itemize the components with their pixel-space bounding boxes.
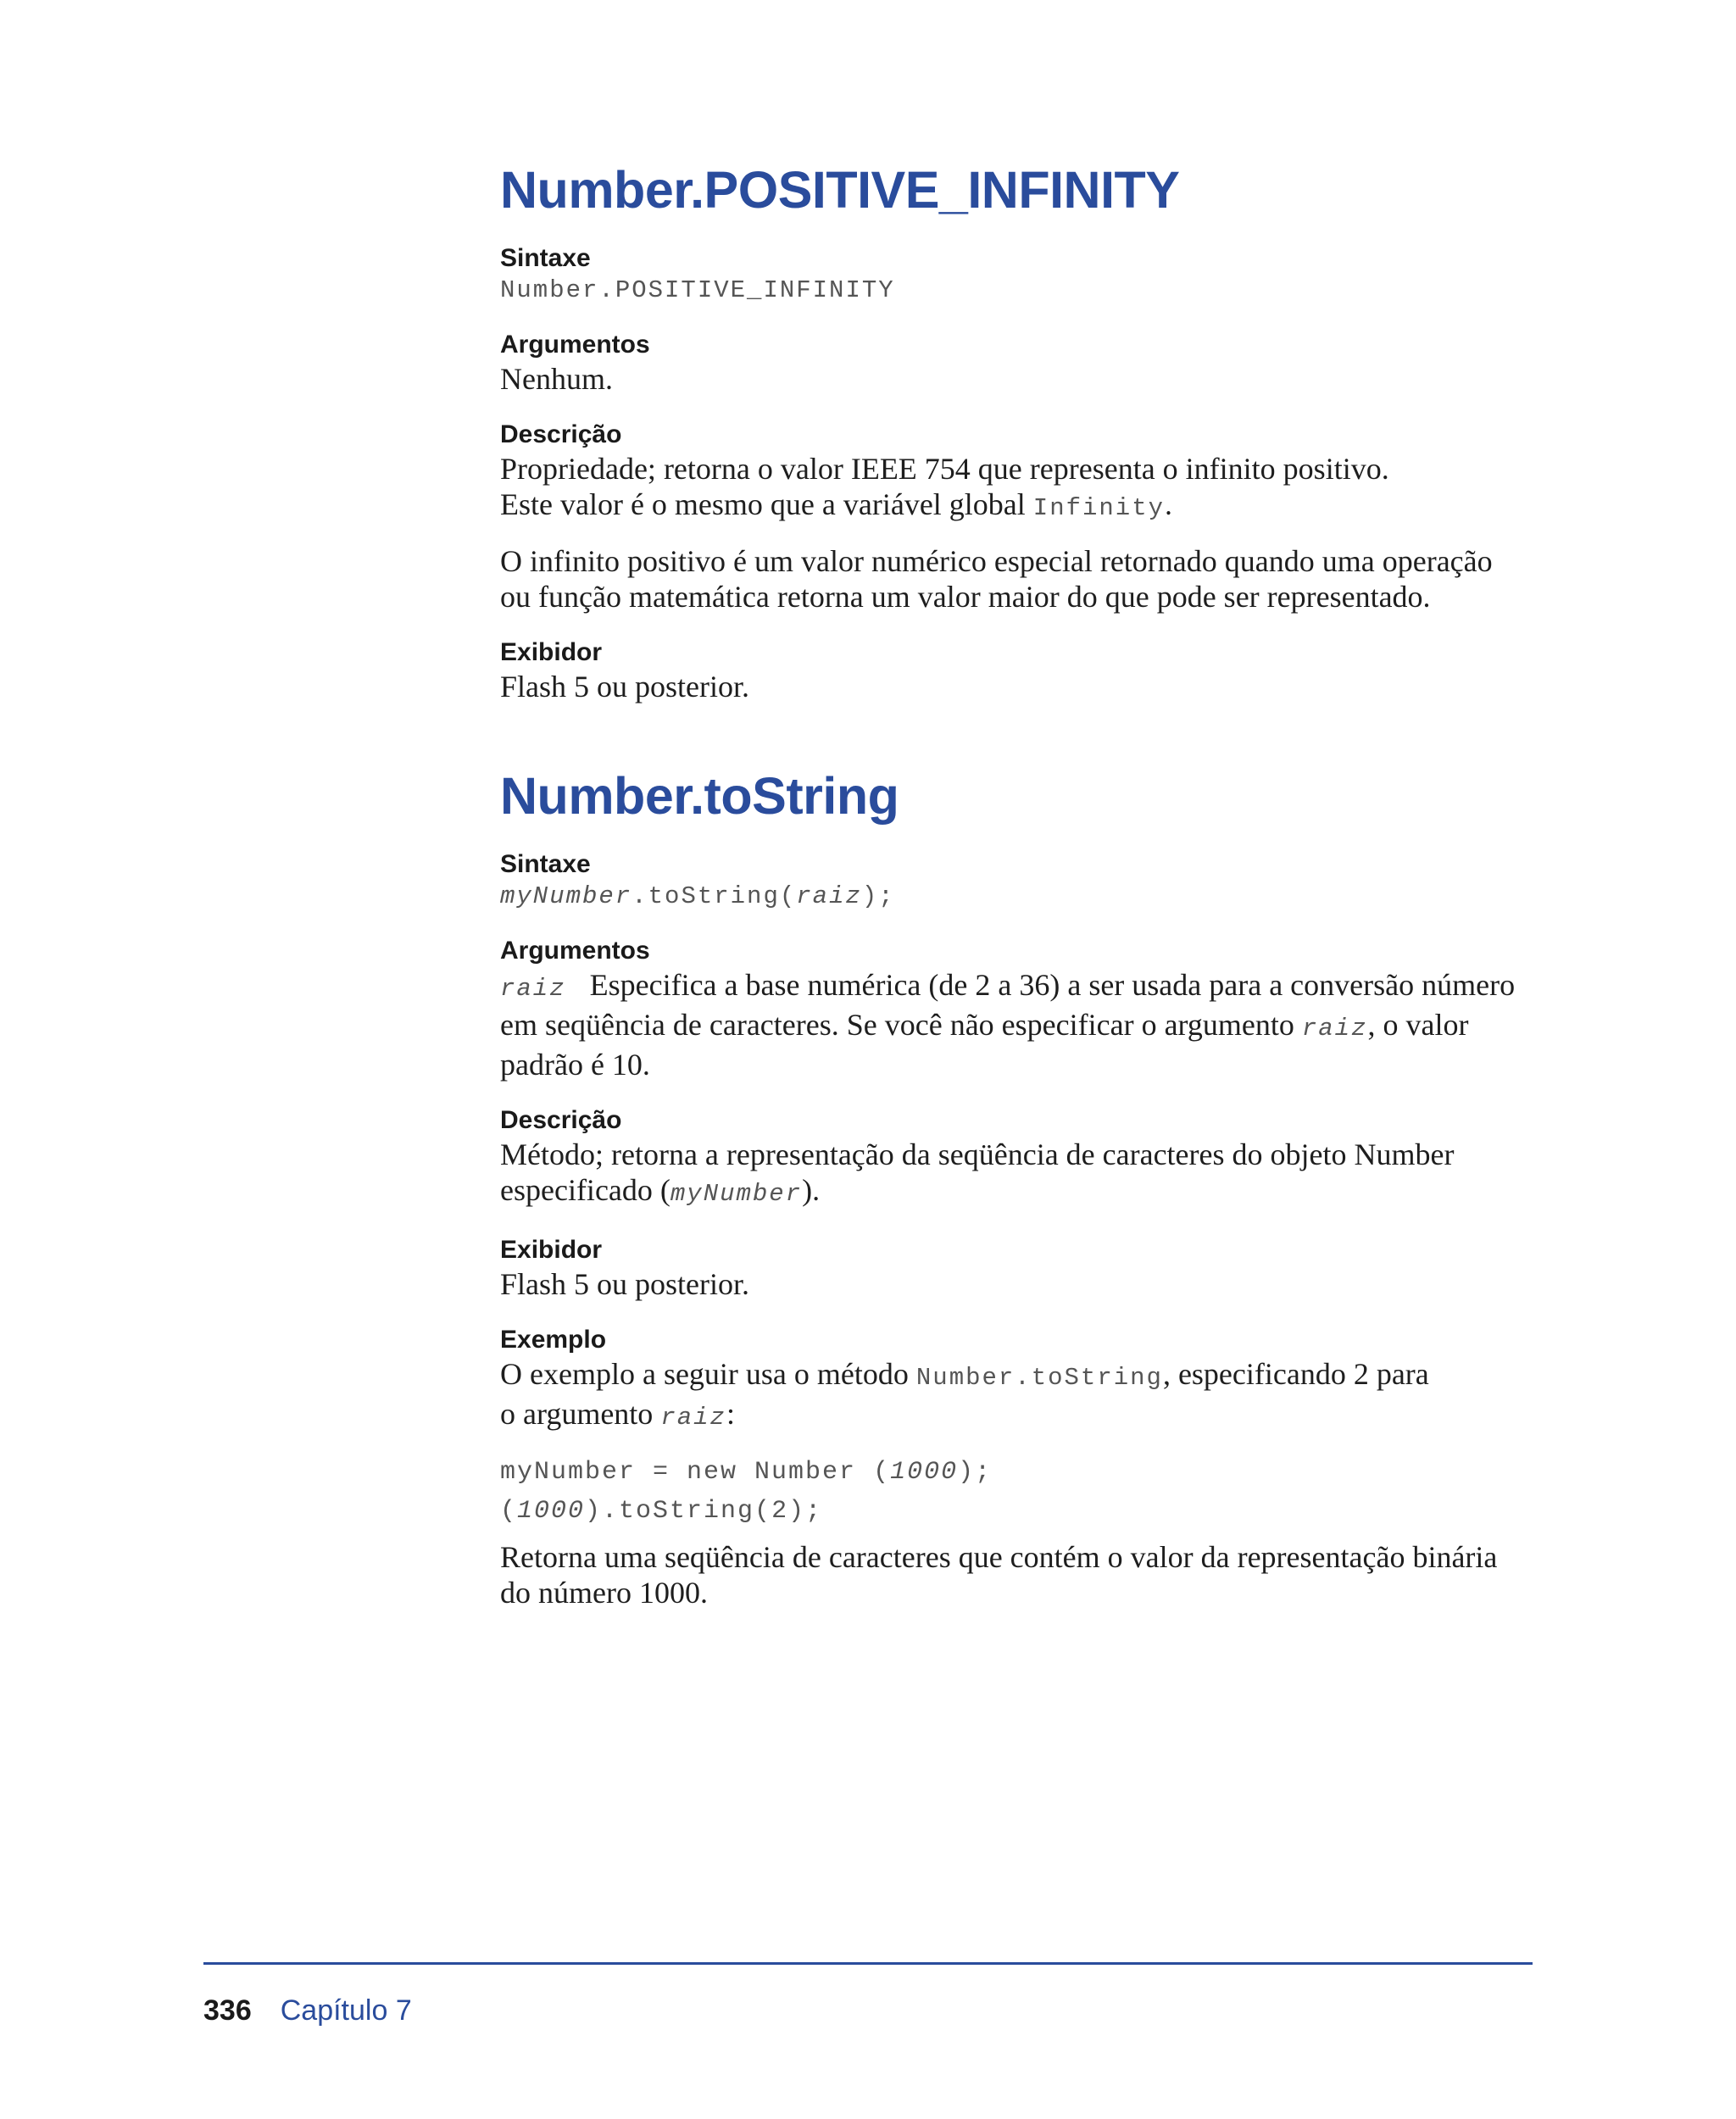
arguments-label: Argumentos [500, 937, 650, 965]
text-run: especificado ( [500, 1173, 670, 1207]
inline-code: raiz [660, 1404, 726, 1432]
code-text: myNumber = new Number ( [500, 1458, 891, 1487]
text-run: , especificando 2 para [1162, 1357, 1429, 1391]
text-run: ). [802, 1173, 821, 1207]
description-label: Descrição [500, 420, 622, 448]
inline-code: raiz [1301, 1015, 1368, 1043]
description-line [500, 487, 1543, 526]
description-paragraph-2 [500, 543, 1543, 615]
result-paragraph [500, 1539, 1543, 1610]
text-run: . [1165, 487, 1173, 521]
arguments-label: Argumentos [500, 331, 650, 359]
code-text: ).toString(2); [585, 1497, 823, 1526]
section-title-positive-infinity: Number.POSITIVE_INFINITY [500, 161, 1180, 219]
example-line [500, 1356, 1543, 1396]
example-paragraph [500, 1356, 1543, 1436]
inline-code: myNumber [670, 1180, 803, 1208]
result-line: do número 1000. [500, 1576, 708, 1610]
arguments-line [500, 967, 1543, 1007]
page-number: 336 [203, 1994, 252, 2027]
description-paragraph [500, 451, 1543, 526]
text-run: Especifica a base numérica (de 2 a 36) a ser usada para a conversão número [589, 968, 1516, 1002]
code-object: myNumber [500, 882, 632, 910]
description-line: Propriedade; retorna o valor IEEE 754 que representa o infinito positivo. [500, 452, 1389, 486]
description-line: ou função matemática retorna um valor maior do que pode ser representado. [500, 580, 1431, 614]
arguments-paragraph [500, 967, 1543, 1082]
code-line [500, 1492, 1543, 1531]
description-line: Método; retorna a representação da seqüência de caracteres do objeto Number [500, 1137, 1455, 1171]
inline-code: Number.toString [915, 1364, 1163, 1392]
code-method: .toString( [632, 882, 797, 910]
page-footer [203, 1992, 412, 2029]
page-content [500, 158, 1543, 1610]
arguments-text: Nenhum. [500, 362, 613, 396]
player-text: Flash 5 ou posterior. [500, 1267, 749, 1301]
text-run: , o valor [1367, 1008, 1469, 1042]
text-run: o argumento [500, 1397, 661, 1431]
example-label: Exemplo [500, 1326, 607, 1354]
footer-rule [203, 1962, 1533, 1965]
result-line: Retorna uma seqüência de caracteres que contém o valor da representação binária [500, 1540, 1498, 1574]
code-line [500, 1453, 1543, 1492]
arguments-line: padrão é 10. [500, 1048, 650, 1082]
code-block [500, 1453, 1543, 1531]
arguments-line [500, 1007, 1543, 1047]
example-line [500, 1396, 1543, 1436]
code-text: ); [958, 1458, 993, 1487]
player-text: Flash 5 ou posterior. [500, 670, 749, 704]
code-argument: 1000 [517, 1497, 586, 1526]
code-argument: raiz [796, 882, 862, 910]
description-line: O infinito positivo é um valor numérico especial retornado quando uma operação [500, 544, 1493, 578]
description-paragraph [500, 1137, 1543, 1212]
text-run: O exemplo a seguir usa o método [500, 1357, 916, 1391]
section-title-tostring: Number.toString [500, 767, 899, 825]
description-label: Descrição [500, 1106, 622, 1134]
text-run: Este valor é o mesmo que a variável global [500, 487, 1033, 521]
text-run: em seqüência de caracteres. Se você não especificar o argumento [500, 1008, 1302, 1042]
code-end: ); [861, 882, 895, 910]
text-run: : [726, 1397, 735, 1431]
syntax-label: Sintaxe [500, 850, 591, 878]
syntax-code [500, 881, 1543, 913]
syntax-code: Number.POSITIVE_INFINITY [500, 276, 895, 304]
player-label: Exibidor [500, 1236, 603, 1264]
code-argument: 1000 [890, 1458, 959, 1487]
argument-term: raiz [500, 975, 566, 1003]
chapter-label: Capítulo 7 [280, 1994, 412, 2027]
inline-code: Infinity [1032, 494, 1166, 522]
player-label: Exibidor [500, 638, 603, 666]
description-line [500, 1172, 1543, 1212]
code-text: ( [500, 1497, 518, 1526]
syntax-label: Sintaxe [500, 244, 591, 272]
